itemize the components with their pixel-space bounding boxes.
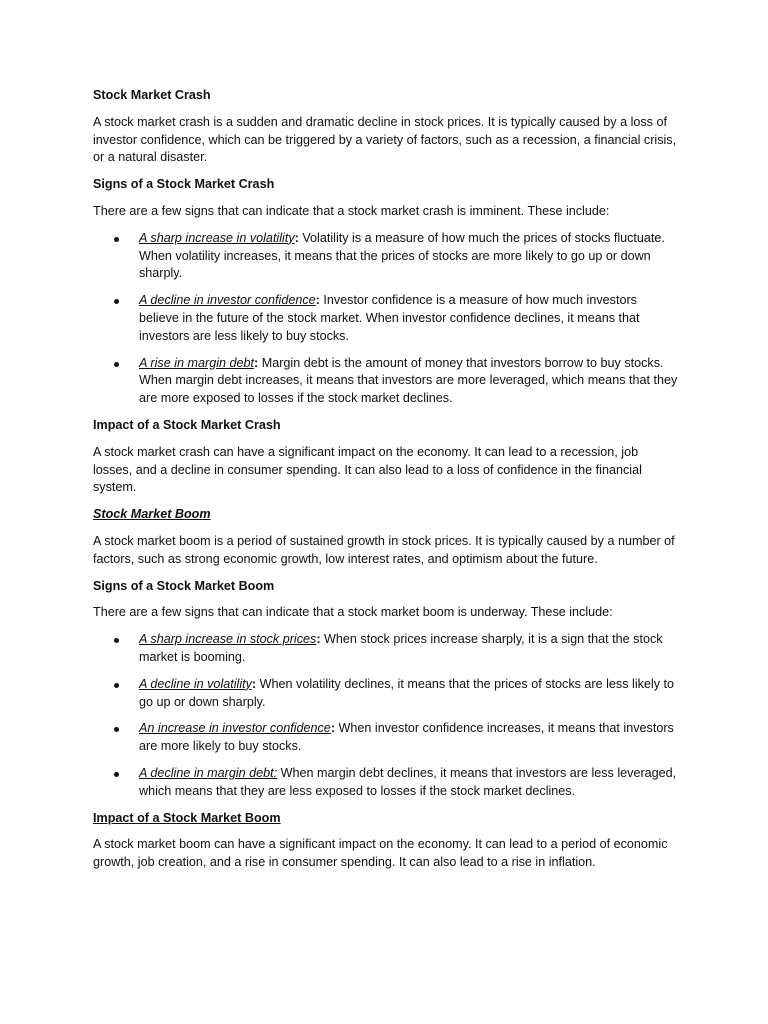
- list-item-term: A sharp increase in volatility: [139, 230, 295, 245]
- list-item: [93, 765, 678, 801]
- list-item-term: A decline in investor confidence: [139, 293, 316, 308]
- bullet-icon: [114, 362, 119, 367]
- boom-impact-paragraph: A stock market boom can have a significant impact on the economy. It can lead to a period of economic growth, job creation, and a rise in consumer spending. It can also lead to a rise in inflation.: [93, 837, 668, 870]
- bullet-icon: [114, 772, 119, 777]
- list-item-colon: :: [316, 632, 321, 647]
- boom-signs-intro-paragraph: There are a few signs that can indicate that a stock market boom is underway. These include:: [93, 605, 613, 620]
- crash-impact-heading: Impact of a Stock Market Crash: [93, 417, 281, 432]
- list-item-colon: :: [315, 293, 320, 308]
- list-item-term: A decline in volatility: [139, 676, 252, 691]
- list-item-term: A sharp increase in stock prices: [139, 632, 317, 647]
- list-item-colon: :: [254, 355, 259, 370]
- bullet-icon: [114, 727, 119, 732]
- bullet-icon: [114, 237, 119, 242]
- list-item-text: When stock prices increase sharply, it is a sign that the stock market is booming.: [139, 632, 663, 664]
- crash-signs-heading: Signs of a Stock Market Crash: [93, 177, 275, 192]
- list-item-term: A decline in margin debt:: [139, 765, 278, 780]
- list-item-text: When margin debt declines, it means that investors are less leveraged, which means that they are less exposed to losses if the stock market declines.: [139, 765, 677, 798]
- bullet-icon: [114, 683, 119, 688]
- boom-heading: Stock Market Boom: [93, 507, 211, 522]
- crash-signs-intro-paragraph: There are a few signs that can indicate that a stock market crash is imminent. These include:: [93, 203, 610, 218]
- list-item-colon: :: [294, 230, 299, 245]
- list-item: [93, 676, 678, 712]
- list-item: [93, 292, 678, 345]
- crash-heading: Stock Market Crash: [93, 88, 211, 102]
- bullet-icon: [114, 638, 119, 643]
- list-item-text: Margin debt is the amount of money that investors borrow to buy stocks. When margin debt increases, it means that investors are more leveraged, which means that they are more exposed to losses if the stock market declines.: [139, 355, 678, 406]
- boom-signs-list: [93, 631, 678, 800]
- bullet-icon: [114, 299, 119, 304]
- list-item-term: An increase in investor confidence: [139, 721, 331, 736]
- document-body: [93, 87, 678, 881]
- boom-intro-paragraph: A stock market boom is a period of sustained growth in stock prices. It is typically caused by a number of factors, such as strong economic growth, low interest rates, and optimism about the future.: [93, 533, 675, 566]
- list-item-text: When investor confidence increases, it means that investors are more likely to buy stocks.: [139, 721, 674, 754]
- crash-impact-paragraph: A stock market crash can have a significant impact on the economy. It can lead to a recession, job losses, and a decline in consumer spending. It can also lead to a loss of confidence in the financial system.: [93, 444, 642, 495]
- list-item-colon: :: [251, 676, 257, 691]
- list-item: [93, 631, 678, 667]
- crash-intro-paragraph: A stock market crash is a sudden and dramatic decline in stock prices. It is typically caused by a loss of investor confidence, which can be triggered by a variety of factors, such as a recession, a financial crisis, or a natural disaster.: [93, 114, 677, 165]
- list-item-text: When volatility declines, it means that the prices of stocks are less likely to go up or down sharply.: [139, 676, 675, 709]
- boom-impact-heading: Impact of a Stock Market Boom: [93, 810, 281, 825]
- crash-signs-list: [93, 230, 678, 408]
- list-item-term: A rise in margin debt: [139, 355, 255, 370]
- boom-signs-heading: Signs of a Stock Market Boom: [93, 578, 275, 593]
- list-item-colon: :: [330, 721, 336, 736]
- list-item: [93, 230, 678, 283]
- list-item-text: Volatility is a measure of how much the prices of stocks fluctuate. When volatility increases, it means that the prices of stocks are more likely to go up or down sharply.: [139, 230, 665, 281]
- list-item: [93, 355, 678, 408]
- list-item: [93, 720, 678, 756]
- list-item-text: Investor confidence is a measure of how much investors believe in the future of the stock market. When investor confidence declines, it means that investors are less likely to buy stocks.: [139, 293, 640, 343]
